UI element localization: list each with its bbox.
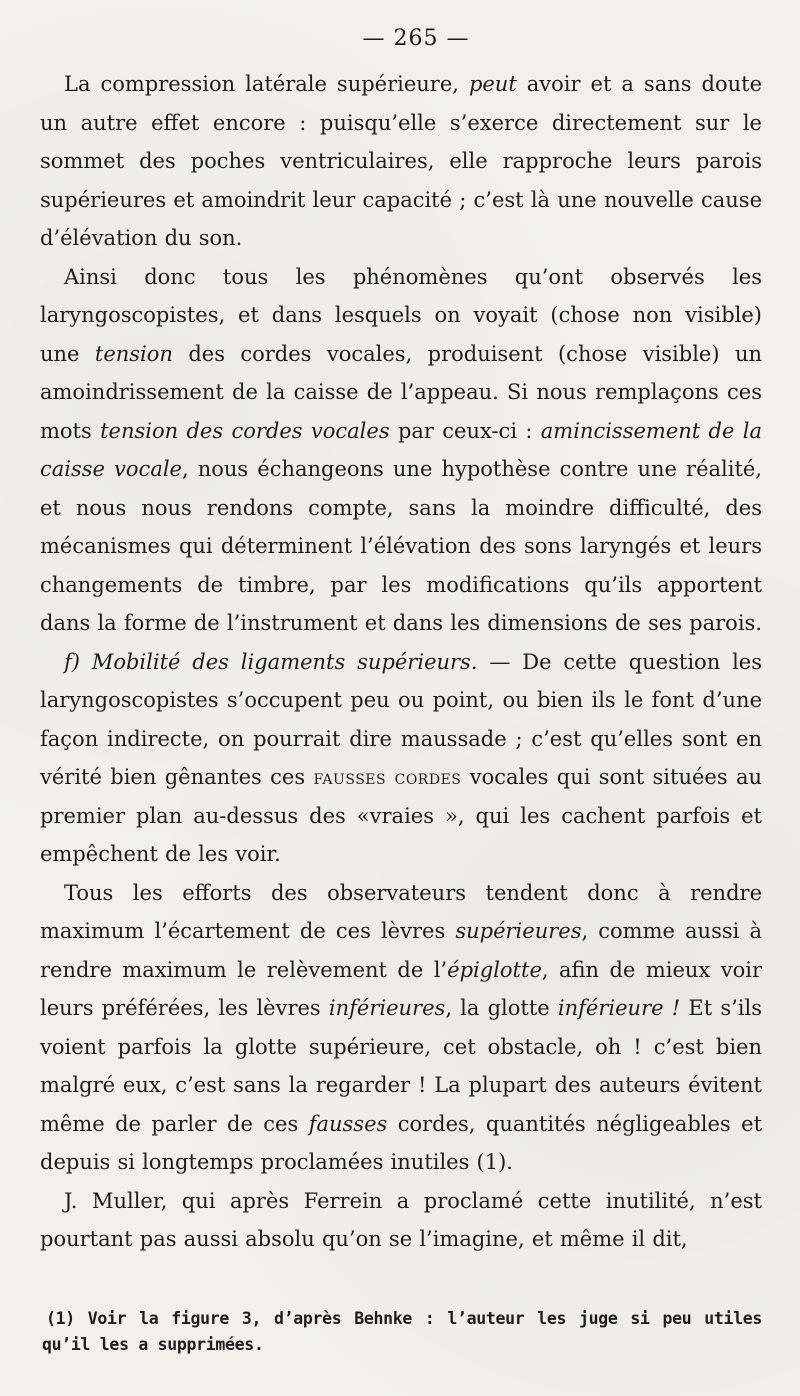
paragraph-text: par ceux-ci : bbox=[389, 418, 541, 443]
paragraph-3 bbox=[40, 643, 762, 874]
paragraph-5 bbox=[40, 1182, 762, 1259]
italic-text: tension des cordes vocales bbox=[100, 418, 390, 443]
italic-text: supérieures bbox=[455, 919, 582, 943]
paragraph-text: vocales qui sont situées au premier plan au-dessus des «vraies », qui les cachent parfois et empêchent de les voir. bbox=[40, 765, 762, 866]
italic-text: inférieures bbox=[328, 996, 446, 1020]
paragraph-text: avoir et a sans doute un autre effet encore : puisqu’elle s’exerce directement sur le sommet des poches ventriculaires, elle rapproche leurs parois supérieures et amoindrit leur capacité ; c’est là une nouvelle cause d’élévation du son. bbox=[40, 72, 762, 250]
paragraph-text: Et s’ils voient parfois la glotte supérieure, cet obstacle, oh ! c’est bien malgré eux, c’est sans la regarder ! La plupart des auteurs évitent même de parler de ces bbox=[40, 996, 762, 1136]
page-number: — 265 — bbox=[362, 26, 470, 51]
italic-text: inférieure ! bbox=[557, 996, 681, 1020]
italic-text: tension bbox=[94, 341, 173, 366]
paragraph-text: des cordes vocales, produisent (chose visible) un amoindrissement de la caisse de l’appeau. Si nous remplaçons ces mots bbox=[40, 341, 762, 443]
paragraph-2 bbox=[40, 258, 762, 643]
paragraph-text: cordes, quantités négligeables et depuis si longtemps proclamées inutiles (1). bbox=[40, 1111, 763, 1174]
paragraph-4 bbox=[40, 874, 762, 1182]
paragraph-text: J. Muller, qui après Ferrein a proclamé cette inutilité, n’est pourtant pas aussi absolu qu’on se l’imagine, et même il dit, bbox=[40, 1188, 762, 1251]
paragraph-text: , afin de mieux voir leurs préférées, les lèvres bbox=[40, 957, 762, 1020]
section-heading: f) Mobilité des ligaments supérieurs. bbox=[64, 649, 478, 674]
italic-text: amincissement de la caisse vocale bbox=[40, 418, 762, 481]
paragraph-1 bbox=[40, 65, 762, 258]
paragraph-text: Tous les efforts des observateurs tendent donc à rendre maximum l’écartement de ces lèvres bbox=[40, 880, 762, 943]
paragraph-text: Ainsi donc tous les phénomènes qu’ont observés les laryngoscopistes, et dans lesquels on voyait (chose non visible) une bbox=[40, 264, 762, 366]
paragraph-text: , la glotte bbox=[445, 996, 558, 1020]
italic-text: épiglotte bbox=[447, 957, 542, 982]
paragraph-text: , nous échangeons une hypothèse contre une réalité, et nous nous rendons compte, sans la moindre difficulté, des mécanismes qui déterminent l’élévation des sons laryngés et leurs changements de timbre, par les modifications qu’ils apportent dans la forme de l’instrument et dans les dimensions de ses parois. bbox=[40, 457, 762, 635]
paragraph-text: La compression latérale supérieure, bbox=[64, 72, 469, 96]
italic-text: fausses bbox=[308, 1111, 388, 1136]
paragraph-text: — De cette question les laryngoscopistes s’occupent peu ou point, ou bien ils le font d’une façon indirecte, on pourrait dire maussade ; c’est qu’elles sont en vérité bien gênantes ces bbox=[40, 649, 762, 789]
paragraph-text: , comme aussi à rendre maximum le relèvement de l’ bbox=[40, 919, 762, 982]
small-caps-text: fausses cordes bbox=[313, 765, 462, 789]
italic-text: peut bbox=[468, 72, 517, 96]
footnote: (1) Voir la figure 3, d’après Behnke : l’auteur les juge si peu utiles qu’il les a supprimées. bbox=[42, 1309, 762, 1354]
